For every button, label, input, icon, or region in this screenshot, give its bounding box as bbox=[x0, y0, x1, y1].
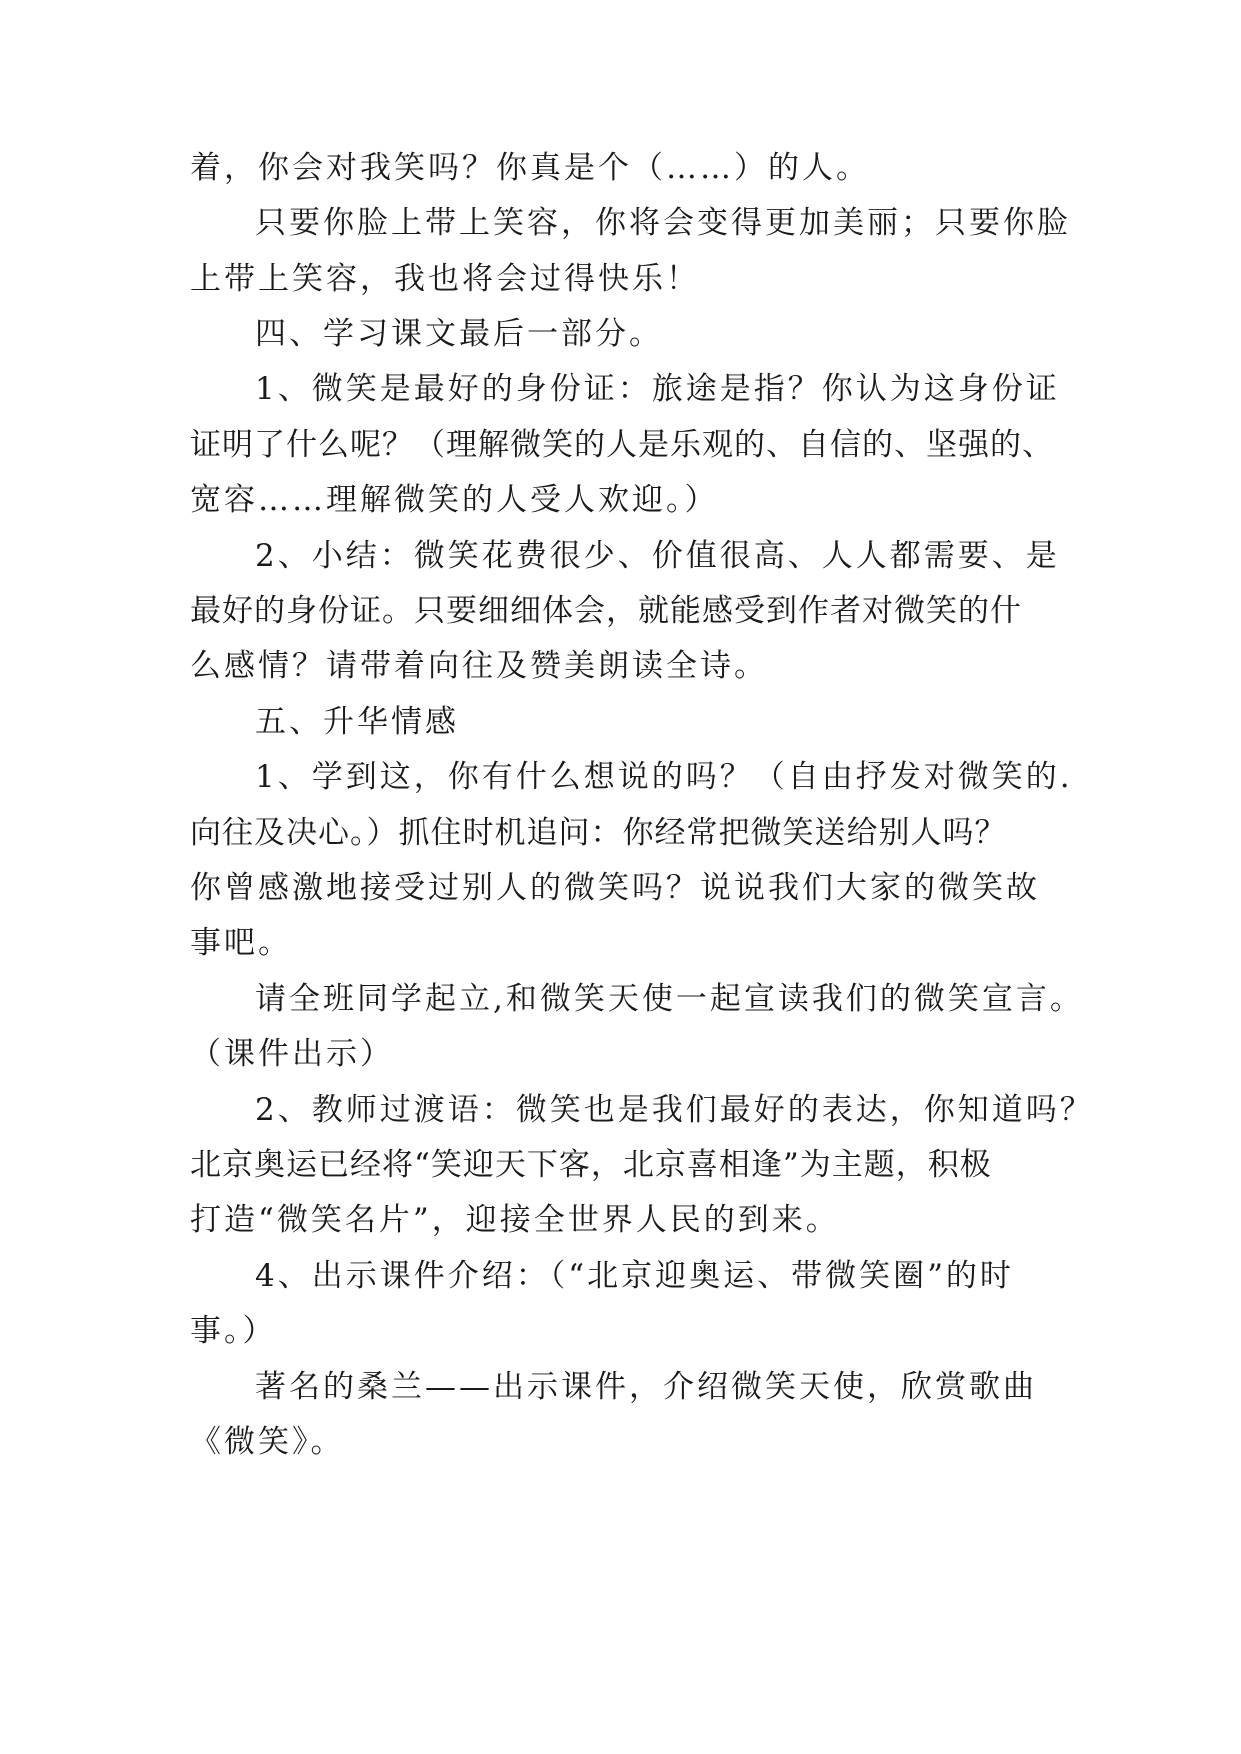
text-line: 2、小结：微笑花费很少、价值很高、人人都需要、是 bbox=[255, 538, 1060, 574]
text-line: 事。） bbox=[190, 1313, 277, 1349]
text-line: 打造“微笑名片”，迎接全世界人民的到来。 bbox=[190, 1202, 840, 1238]
text-line: 证明了什么呢？（理解微笑的人是乐观的、自信的、坚强的、 bbox=[190, 427, 1054, 463]
text-line: 事吧。 bbox=[190, 925, 292, 961]
text-line: 向往及决心。）抓住时机追问：你经常把微笑送给别人吗？ bbox=[190, 815, 1007, 851]
text-line: 你曾感激地接受过别人的微笑吗？说说我们大家的微笑故 bbox=[190, 870, 1040, 906]
text-line: 着，你会对我笑吗？你真是个（……）的人。 bbox=[190, 150, 870, 186]
text-line: 上带上笑容，我也将会过得快乐！ bbox=[190, 261, 700, 297]
text-line: 五、升华情感 bbox=[255, 704, 459, 740]
text-line: 只要你脸上带上笑容，你将会变得更加美丽；只要你脸 bbox=[255, 205, 1071, 241]
text-line: 2、教师过渡语：微笑也是我们最好的表达，你知道吗？ bbox=[255, 1092, 1094, 1128]
text-line: 北京奥运已经将“笑迎天下客，北京喜相逢”为主题，积极 bbox=[190, 1147, 992, 1183]
text-line: 《微笑》。 bbox=[190, 1424, 345, 1460]
text-line: 著名的桑兰——出示课件，介绍微笑天使，欣赏歌曲 bbox=[255, 1369, 1037, 1405]
text-line: 1、学到这，你有什么想说的吗？（自由抒发对微笑的. bbox=[255, 759, 1073, 795]
text-line: 四、学习课文最后一部分。 bbox=[255, 316, 663, 352]
text-line: 4、出示课件介绍：（“北京迎奥运、带微笑圈”的时 bbox=[255, 1258, 1014, 1294]
text-line: 宽容……理解微笑的人受人欢迎。） bbox=[190, 482, 719, 518]
text-line: （课件出示） bbox=[190, 1036, 394, 1072]
text-line: 1、微笑是最好的身份证：旅途是指？你认为这身份证 bbox=[255, 371, 1060, 407]
text-line: 请全班同学起立,和微笑天使一起宣读我们的微笑宣言。 bbox=[255, 981, 1084, 1017]
text-line: 么感情？请带着向往及赞美朗读全诗。 bbox=[190, 648, 768, 684]
text-line: 最好的身份证。只要细细体会，就能感受到作者对微笑的什 bbox=[190, 593, 1022, 629]
